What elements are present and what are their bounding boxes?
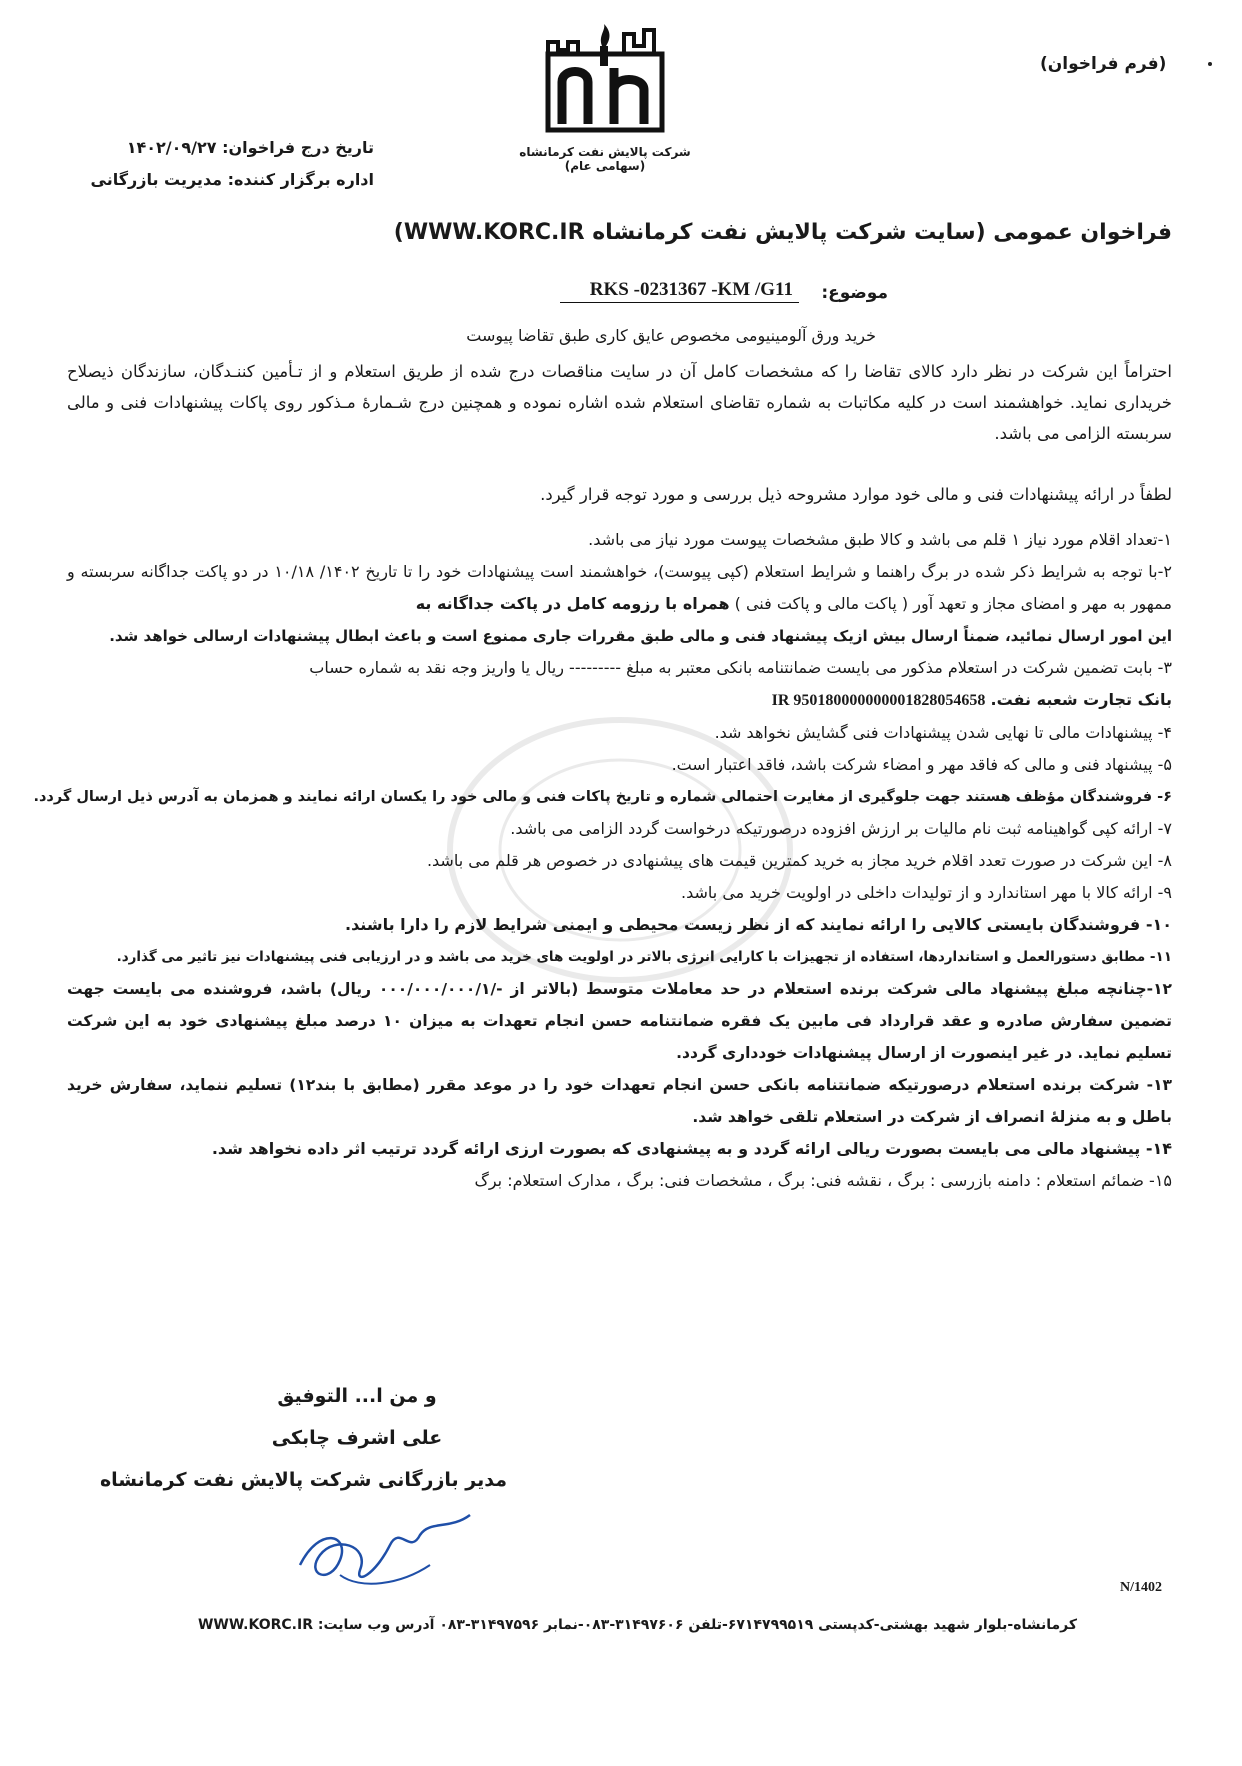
refinery-logo-icon [540,24,670,134]
condition-item-13: ۱۳- شرکت برنده استعلام درصورتیکه ضمانتنامه بانکی حسن انجام تعهدات خود را در موعد مقرر (مطابق با بند۱۲) تسلیم ننماید، سفارش خرید باطل و به منزلهٔ انصراف از شرکت در استعلام تلقی خواهد شد. [67,1076,1172,1126]
condition-item-4: ۴- پیشنهادات مالی تا نهایی شدن پیشنهادات فنی گشایش نخواهد شد. [714,723,1172,742]
condition-item-2-text: ۲-با توجه به شرایط ذکر شده در برگ راهنما و شرایط استعلام (کپی پیوست)، خواهشمند است پیشنهادات خود را تا تاریخ ۱۴۰۲/ ۱۰/۱۸ در دو پاکت جداگانه سربسته و ممهور به مهر و امضای مجاز و تعهد آور ( پاکت مالی و پاکت فنی ) [67,562,1172,613]
subject-description: خرید ورق آلومینیومی مخصوص عایق کاری طبق تقاضا پیوست [466,326,876,345]
footer-address: کرمانشاه-بلوار شهید بهشتی-کدپستی ۶۷۱۴۷۹۹۵۱۹-تلفن ۳۱۴۹۷۶۰۶-۰۸۳-نمابر ۳۱۴۹۷۵۹۶-۰۸۳ آدرس وب سایت: WWW.KORC.IR [197,1617,1077,1633]
condition-item-7: ۷- ارائه کپی گواهینامه ثبت نام مالیات بر ارزش افزوده درصورتیکه درخواست گردد الزامی می باشد. [510,819,1172,838]
condition-item-14: ۱۴- پیشنهاد مالی می بایست بصورت ریالی ارائه گردد و به پیشنهادی که بصورت ارزی ارائه گردد ترتیب اثر داده نخواهد شد. [211,1139,1172,1158]
closing-block [99,1375,507,1501]
iban-number: IR 950180000000001828054658 [771,692,986,709]
subject-code: RKS -0231367 -KM /G11 [560,279,799,303]
instructions-note: لطفاً در ارائه پیشنهادات فنی و مالی خود موارد مشروحه ذیل بررسی و مورد توجه قرار گیرد. [540,485,1172,504]
condition-item-5: ۵- پیشنهاد فنی و مالی که فاقد مهر و امضاء شرکت باشد، فاقد اعتبار است. [671,755,1172,774]
condition-item-2 [67,556,1172,620]
intro-paragraph: احتراماً این شرکت در نظر دارد کالای تقاضا را که مشخصات کامل آن در سایت مناقصات درج شده از طریق استعلام و از تـأمین کننـدگان، سازندگان ذیصلاح خریداری نماید. خواهشمند است در کلیه مکاتبات به شماره تقاضای استعلام شده اشاره نموده و همچنین درج شـمارهٔ مـذکور روی پاکات پیشنهادات فنی و مالی سربسته الزامی می باشد. [67,362,1172,443]
subject-label: موضوع: [821,283,888,303]
condition-item-2-bold: همراه با رزومه کامل در پاکت جداگانه به [415,594,730,613]
form-label: (فرم فراخوان) [1040,54,1167,74]
company-logo [540,24,670,134]
condition-item-6: ۶- فروشندگان مؤظف هستند جهت جلوگیری از مغایرت احتمالی شماره و تاریخ پاکات فنی و مالی خود را یکسان ارائه نمایند و همزمان به آدرس ذیل ارسال گردد. [33,789,1172,805]
closing-phrase: و من ا... التوفیق [277,1385,437,1407]
condition-item-11: ۱۱- مطابق دستورالعمل و استانداردها، استفاده از تجهیزات با کارایی انرژی بالاتر در اولویت های خرید می باشد و در ارزیابی فنی پیشنهادات نیز تاثیر می گذارد. [116,949,1172,965]
conditions-list [33,524,1172,1197]
company-caption: شرکت پالایش نفت کرمانشاه (سهامی عام) [519,145,691,173]
corner-dot [1208,62,1212,66]
condition-item-3 [67,652,1172,717]
signature-icon [280,1505,480,1600]
condition-item-1: ۱-تعداد اقلام مورد نیاز ۱ قلم می باشد و کالا طبق مشخصات پیوست مورد نیاز می باشد. [588,530,1172,549]
reference-number: N/1402 [1120,1580,1162,1595]
condition-item-3-bank: بانک تجارت شعبه نفت. [990,690,1172,709]
condition-item-2-cont: این امور ارسال نمائید، ضمناً ارسال بیش ازیک پیشنهاد فنی و مالی طبق مقررات جاری ممنوع است و باعث ابطال پیشنهادات ارسالی خواهد شد. [109,627,1172,645]
condition-item-8: ۸- این شرکت در صورت تعدد اقلام خرید مجاز به خرید کمترین قیمت های پیشنهادی در خصوص هر قلم می باشد. [426,851,1172,870]
page-title: فراخوان عمومی (سایت شرکت پالایش نفت کرمانشاه WWW.KORC.IR) [393,220,1172,245]
condition-item-3-text: ۳- بابت تضمین شرکت در استعلام مذکور می بایست ضمانتنامه بانکی معتبر به مبلغ --------- ریال یا واریز وجه نقد به شماره حساب [309,658,1172,677]
condition-item-9: ۹- ارائه کالا با مهر استاندارد و از تولیدات داخلی در اولویت خرید می باشد. [681,883,1172,902]
signatory-name: علی اشرف چابکی [271,1427,443,1449]
signatory-title: مدیر بازرگانی شرکت پالایش نفت کرمانشاه [99,1469,507,1491]
organizing-department: اداره برگزار کننده: مدیریت بازرگانی [90,170,374,189]
condition-item-15: ۱۵- ضمائم استعلام : دامنه بازرسی : برگ ، نقشه فنی: برگ ، مشخصات فنی: برگ ، مدارک استعلام: برگ [474,1171,1172,1190]
announcement-date: تاریخ درج فراخوان: ۱۴۰۲/۰۹/۲۷ [126,138,374,157]
condition-item-10: ۱۰- فروشندگان بایستی کالایی را ارائه نمایند که از نظر زیست محیطی و ایمنی شرایط لازم را دارا باشند. [344,915,1172,934]
condition-item-12: ۱۲-چنانچه مبلغ پیشنهاد مالی شرکت برنده استعلام در حد معاملات متوسط (بالاتر از -/۰۰۰/۰۰۰/۰۰۰/۱ ریال) باشد، فروشنده می بایست جهت تضمین سفارش صادره و عقد قرارداد فی مابین یک فقره ضمانتنامه حسن انجام تعهدات به میزان ۱۰ درصد مبلغ پیشنهادی خود به این شرکت تسلیم نماید. در غیر اینصورت از ارسال پیشنهادات خودداری گردد. [67,980,1172,1062]
